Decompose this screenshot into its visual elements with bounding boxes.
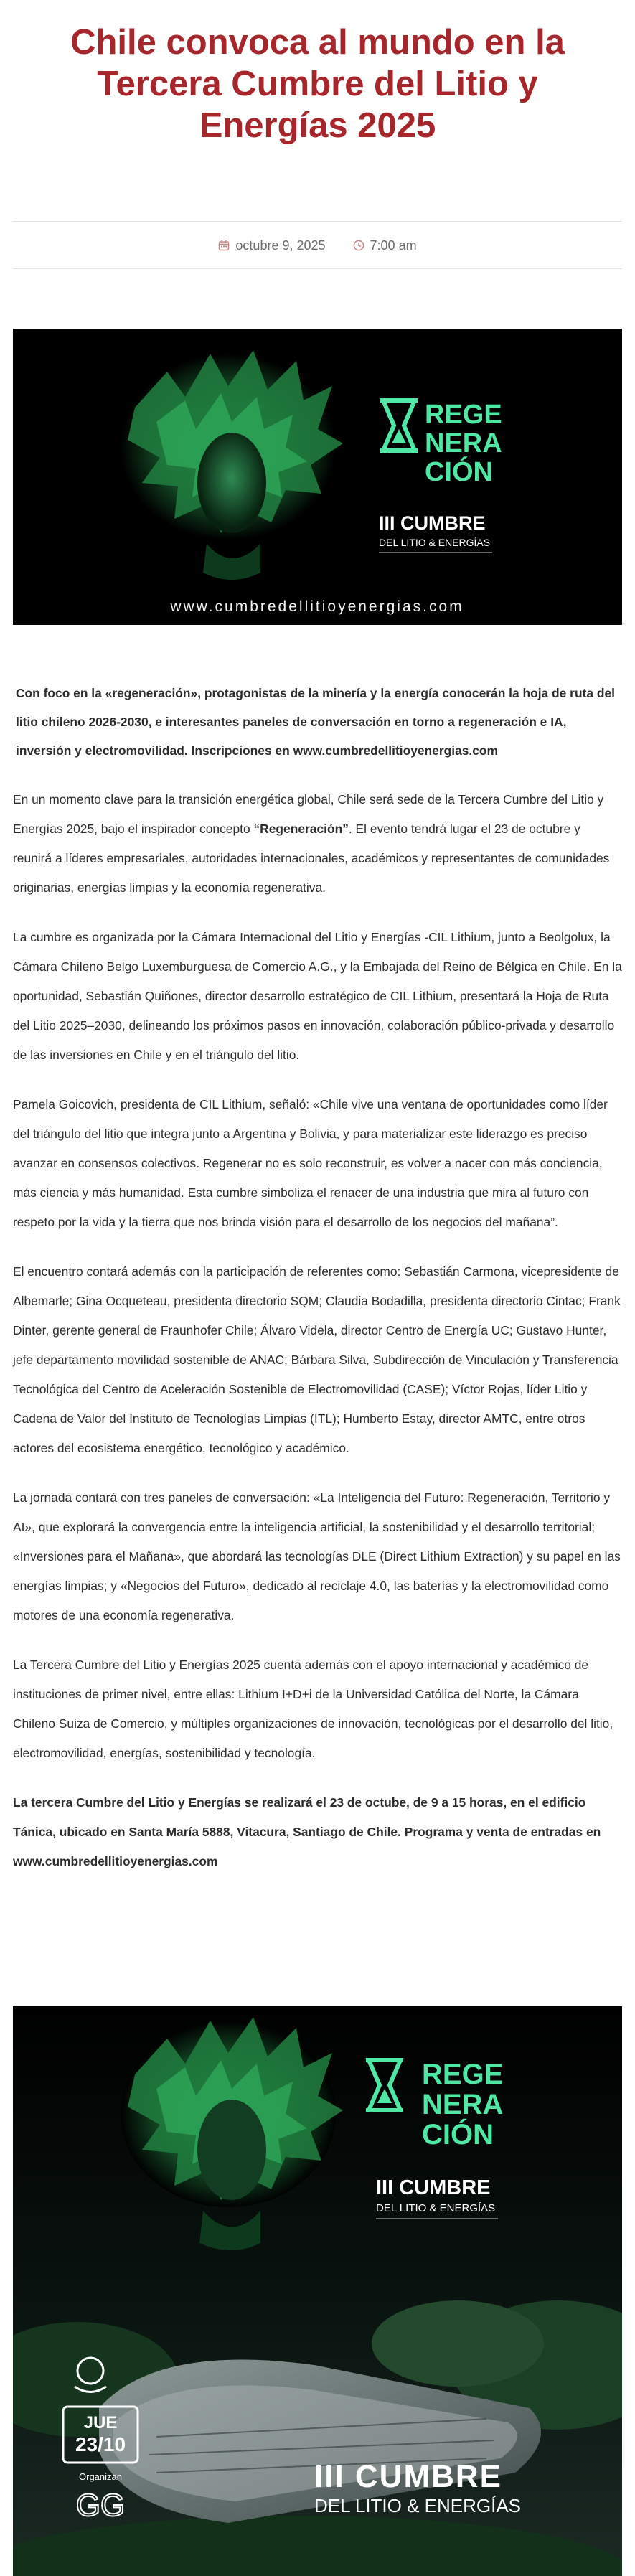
svg-text:III CUMBRE: III CUMBRE xyxy=(314,2459,502,2494)
svg-text:DEL LITIO & ENERGÍAS: DEL LITIO & ENERGÍAS xyxy=(314,2495,522,2516)
svg-text:Organizan: Organizan xyxy=(79,2471,122,2482)
svg-text:GG: GG xyxy=(75,2488,126,2523)
article-lead: Con foco en la «regeneración», protagonistas de la minería y la energía conocerán la hoja de ruta del litio chileno 2026-2030, e interesantes paneles de conversación en torno a regeneración e IA, inversión y electromovilidad. Inscripciones en www.cumbredellitioyenergias.com xyxy=(16,686,615,758)
calendar-icon xyxy=(218,240,230,251)
svg-text:REGE: REGE xyxy=(425,400,502,430)
svg-text:23/10: 23/10 xyxy=(75,2433,126,2455)
meta-divider-top xyxy=(13,221,622,222)
post-meta xyxy=(13,222,622,268)
post-time-text: 7:00 am xyxy=(370,238,417,253)
page-title: Chile convoca al mundo en la Tercera Cumbre del Litio y Energías 2025 xyxy=(70,23,565,145)
svg-text:JUE: JUE xyxy=(83,2413,118,2432)
banner-url: www.cumbredellitioyenergias.com xyxy=(170,598,464,615)
event-title-overlay xyxy=(314,2459,521,2516)
post-date[interactable] xyxy=(218,238,325,253)
article-paragraph-2: La cumbre es organizada por la Cámara Internacional del Litio y Energías -CIL Lithium, junto a Beolgolux, la Cámara Chileno Belgo Luxemburguesa de Comercio A.G., y la Embajada del Reino de Bélgica en Chile. En la oportunidad, Sebastián Quiñones, director desarrollo estratégico de CIL Lithium, presentará la Hoja de Ruta del Litio 2025–2030, delineando los próximos pasos en innovación, colaboración público-privada y desarrollo de las inversiones en Chile y en el triángulo del litio. xyxy=(13,930,622,1062)
svg-text:III CUMBRE: III CUMBRE xyxy=(379,512,486,534)
meta-divider-bottom xyxy=(13,268,622,269)
article-paragraph-6: La Tercera Cumbre del Litio y Energías 2025 cuenta además con el apoyo internacional y académico de instituciones de primer nivel, entre ellas: Lithium I+D+i de la Universidad Católica del Norte, la Cámara Chileno Suiza de Comercio, y múltiples organizaciones de innovación, tecnológicas por el desarrollo del litio, electromovilidad, energías, sostenibilidad y tecnología. xyxy=(13,1658,613,1760)
regeneracion-logo xyxy=(379,400,502,553)
svg-text:DEL LITIO & ENERGÍAS: DEL LITIO & ENERGÍAS xyxy=(379,537,491,548)
clock-icon xyxy=(353,240,364,251)
article-body xyxy=(13,679,622,1896)
svg-text:NERA: NERA xyxy=(422,2089,504,2120)
svg-text:DEL LITIO & ENERGÍAS: DEL LITIO & ENERGÍAS xyxy=(376,2202,496,2214)
article-paragraph-1: En un momento clave para la transición energética global, Chile será sede de la Tercera Cumbre del Litio y Energías 2025, bajo el inspirador concepto “Regeneración”. El evento tendrá lugar el 23 de octubre y reunirá a líderes empresariales, autoridades internacionales, académicos y representantes de comunidades originarias, energías limpias y la economía regenerativa. xyxy=(13,792,610,895)
svg-text:III CUMBRE: III CUMBRE xyxy=(376,2176,491,2199)
svg-text:NERA: NERA xyxy=(425,428,502,459)
article-paragraph-4: El encuentro contará además con la participación de referentes como: Sebastián Carmona, vicepresidente de Albemarle; Gina Ocqueteau, presidenta directorio SQM; Claudia Bodadilla, presidenta directorio Cintac; Frank Dinter, gerente general de Fraunhofer Chile; Álvaro Videla, director Centro de Energía UC; Gustavo Hunter, jefe departamento movilidad sostenible de ANAC; Bárbara Silva, Subdirección de Vinculación y Transferencia Tecnológica del Centro de Aceleración Sostenible de Electromovilidad (CASE); Víctor Rojas, líder Litio y Cadena de Valor del Instituto de Tecnologías Limpias (ITL); Humberto Estay, director AMTC, entre otros actores del ecosistema energético, tecnológico y académico. xyxy=(13,1264,621,1455)
svg-text:CIÓN: CIÓN xyxy=(422,2119,494,2150)
svg-text:CIÓN: CIÓN xyxy=(425,457,493,487)
svg-text:REGE: REGE xyxy=(422,2059,504,2090)
article-closing: La tercera Cumbre del Litio y Energías se realizará el 23 de octube, de 9 a 15 horas, en el edificio Tánica, ubicado en Santa María 5888, Vitacura, Santiago de Chile. Programa y venta de entradas en www.cumbredellitioyenergias.com xyxy=(13,1795,601,1868)
event-banner-image xyxy=(13,329,622,625)
event-poster-image xyxy=(13,2006,622,2576)
leaf-head-illustration xyxy=(121,350,343,580)
post-time[interactable] xyxy=(353,238,417,253)
article-paragraph-5: La jornada contará con tres paneles de conversación: «La Inteligencia del Futuro: Regeneración, Territorio y AI», que explorará la convergencia entre la inteligencia artificial, la sostenibilidad y el desarrollo territorial; «Inversiones para el Mañana», que abordará las tecnologías DLE (Direct Lithium Extraction) y su papel en las energías limpias; y «Negocios del Futuro», dedicado al reciclaje 4.0, las baterías y la electromovilidad como motores de una economía regenerativa. xyxy=(13,1490,621,1622)
article-paragraph-3: Pamela Goicovich, presidenta de CIL Lithium, señaló: «Chile vive una ventana de oportunidades como líder del triángulo del litio que integra junto a Argentina y Bolivia, y para materializar este liderazgo es preciso avanzar en consensos colectivos. Regenerar no es solo reconstruir, es volver a nacer con más conciencia, más ciencia y más humanidad. Esta cumbre simboliza el renacer de una industria que mira al futuro con respeto por la vida y la tierra que nos brinda visión para el desarrollo de los negocios del mañana”. xyxy=(13,1097,608,1229)
post-date-text: octubre 9, 2025 xyxy=(235,238,326,253)
